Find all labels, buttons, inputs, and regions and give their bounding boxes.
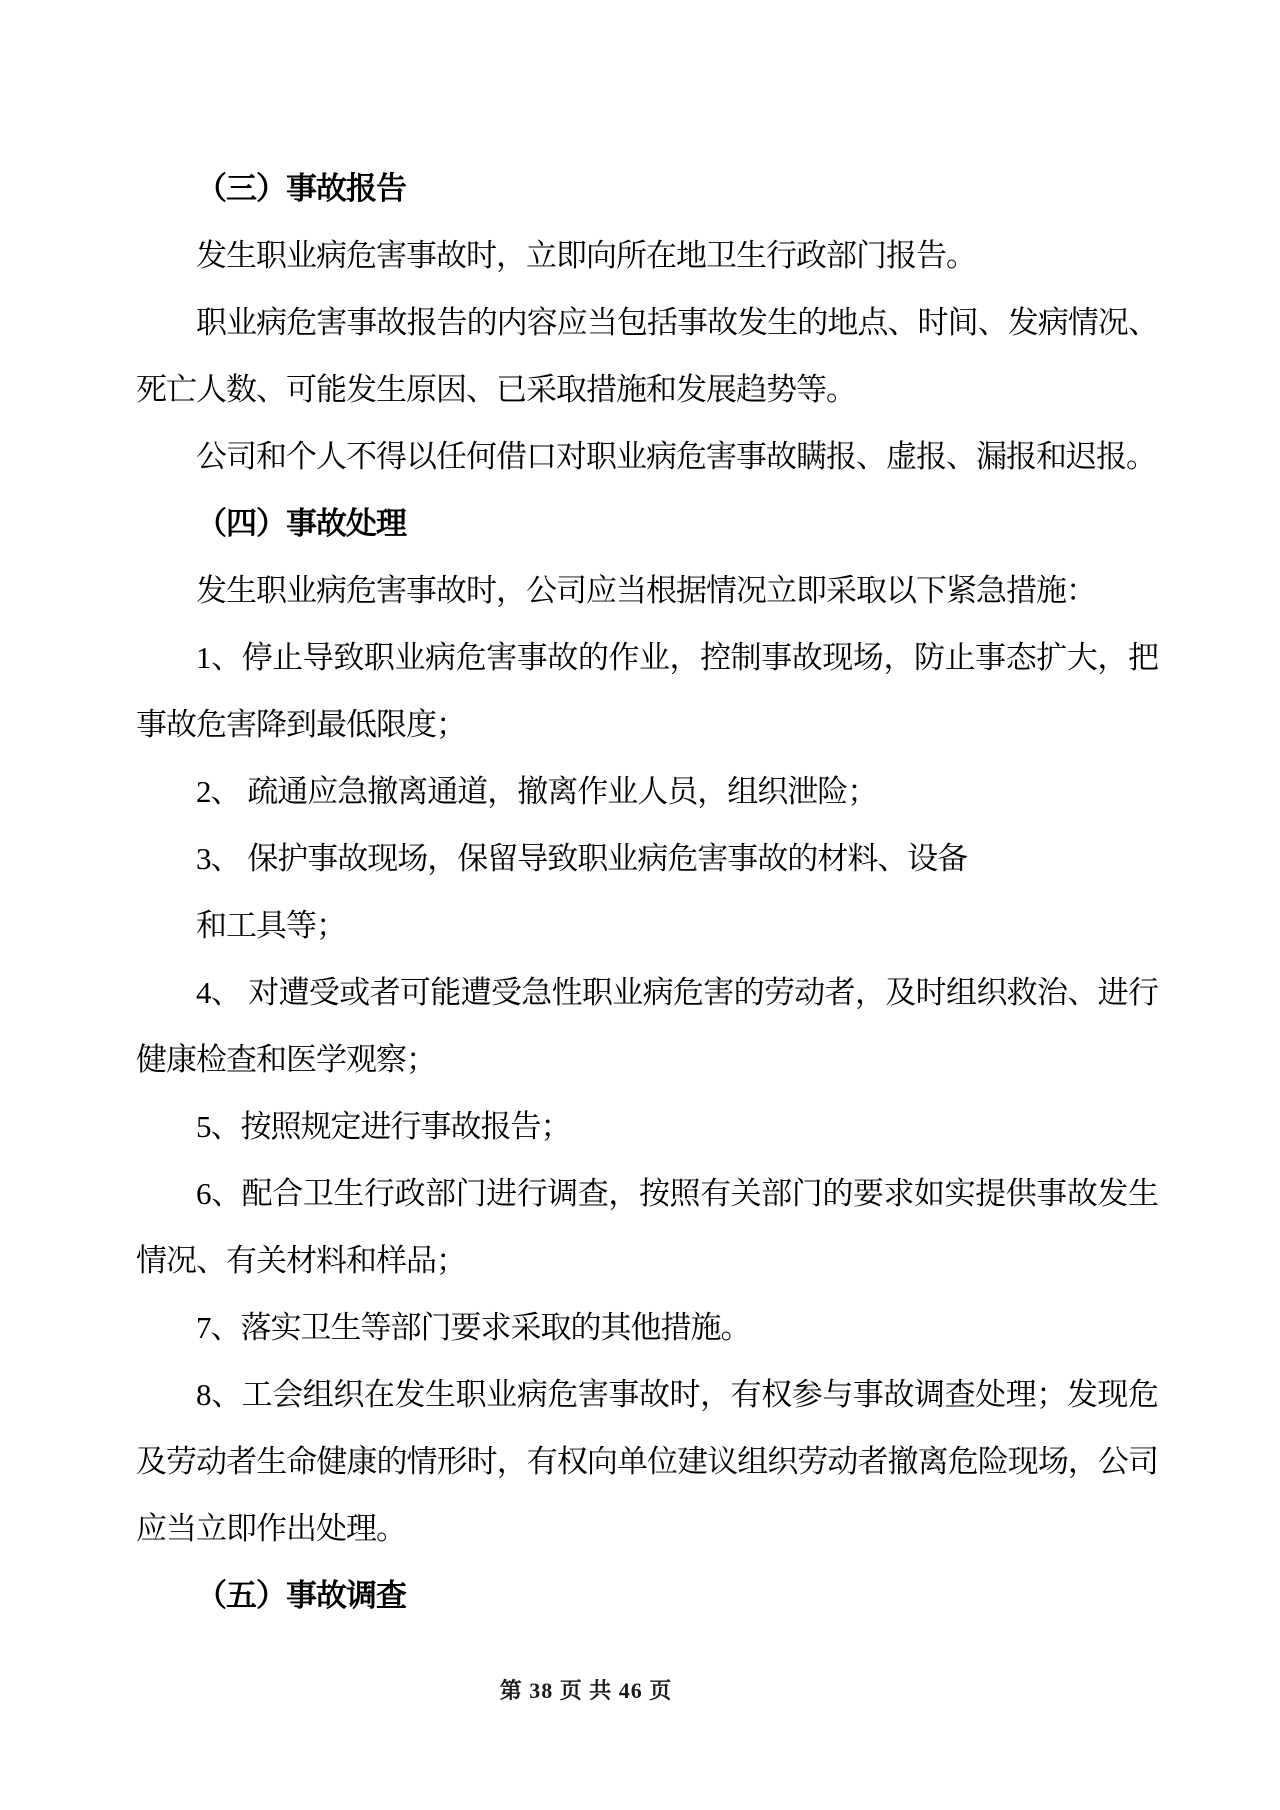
text-line: 和工具等； xyxy=(196,908,346,943)
text-line: 4、 对遭受或者可能遭受急性职业病危害的劳动者，及时组织救治、进行 xyxy=(196,975,1158,1010)
text-line: 1、停止导致职业病危害事故的作业，控制事故现场，防止事态扩大，把 xyxy=(196,640,1158,675)
text-line: 及劳动者生命健康的情形时，有权向单位建议组织劳动者撤离危险现场，公司 xyxy=(136,1444,1158,1479)
text-line: 公司和个人不得以任何借口对职业病危害事故瞒报、虚报、漏报和迟报。 xyxy=(196,439,1156,474)
text-line: 事故危害降到最低限度； xyxy=(136,707,466,742)
text-line: 健康检查和医学观察； xyxy=(136,1042,436,1077)
text-line: 职业病危害事故报告的内容应当包括事故发生的地点、时间、发病情况、 xyxy=(196,305,1158,340)
text-line: 应当立即作出处理。 xyxy=(136,1511,406,1546)
text-line: 2、 疏通应急撤离通道，撤离作业人员，组织泄险； xyxy=(196,774,878,809)
section-heading: （四）事故处理 xyxy=(196,506,406,541)
text-line: 6、配合卫生行政部门进行调查，按照有关部门的要求如实提供事故发生 xyxy=(196,1176,1158,1211)
text-line: 情况、有关材料和样品； xyxy=(136,1243,466,1278)
text-line: 发生职业病危害事故时，公司应当根据情况立即采取以下紧急措施： xyxy=(196,573,1096,608)
page-number-footer: 第 38 页 共 46 页 xyxy=(499,1678,673,1703)
text-line: 死亡人数、可能发生原因、已采取措施和发展趋势等。 xyxy=(136,372,856,407)
document-body xyxy=(136,155,1158,1629)
section-heading: （五）事故调查 xyxy=(196,1578,406,1613)
text-line: 发生职业病危害事故时，立即向所在地卫生行政部门报告。 xyxy=(196,238,976,273)
text-line: 7、落实卫生等部门要求采取的其他措施。 xyxy=(196,1310,751,1345)
text-line: 3、 保护事故现场，保留导致职业病危害事故的材料、设备 xyxy=(196,841,968,876)
text-line: 5、按照规定进行事故报告； xyxy=(196,1109,571,1144)
text-line: 8、工会组织在发生职业病危害事故时，有权参与事故调查处理；发现危 xyxy=(196,1377,1158,1412)
section-heading: （三）事故报告 xyxy=(196,171,406,206)
